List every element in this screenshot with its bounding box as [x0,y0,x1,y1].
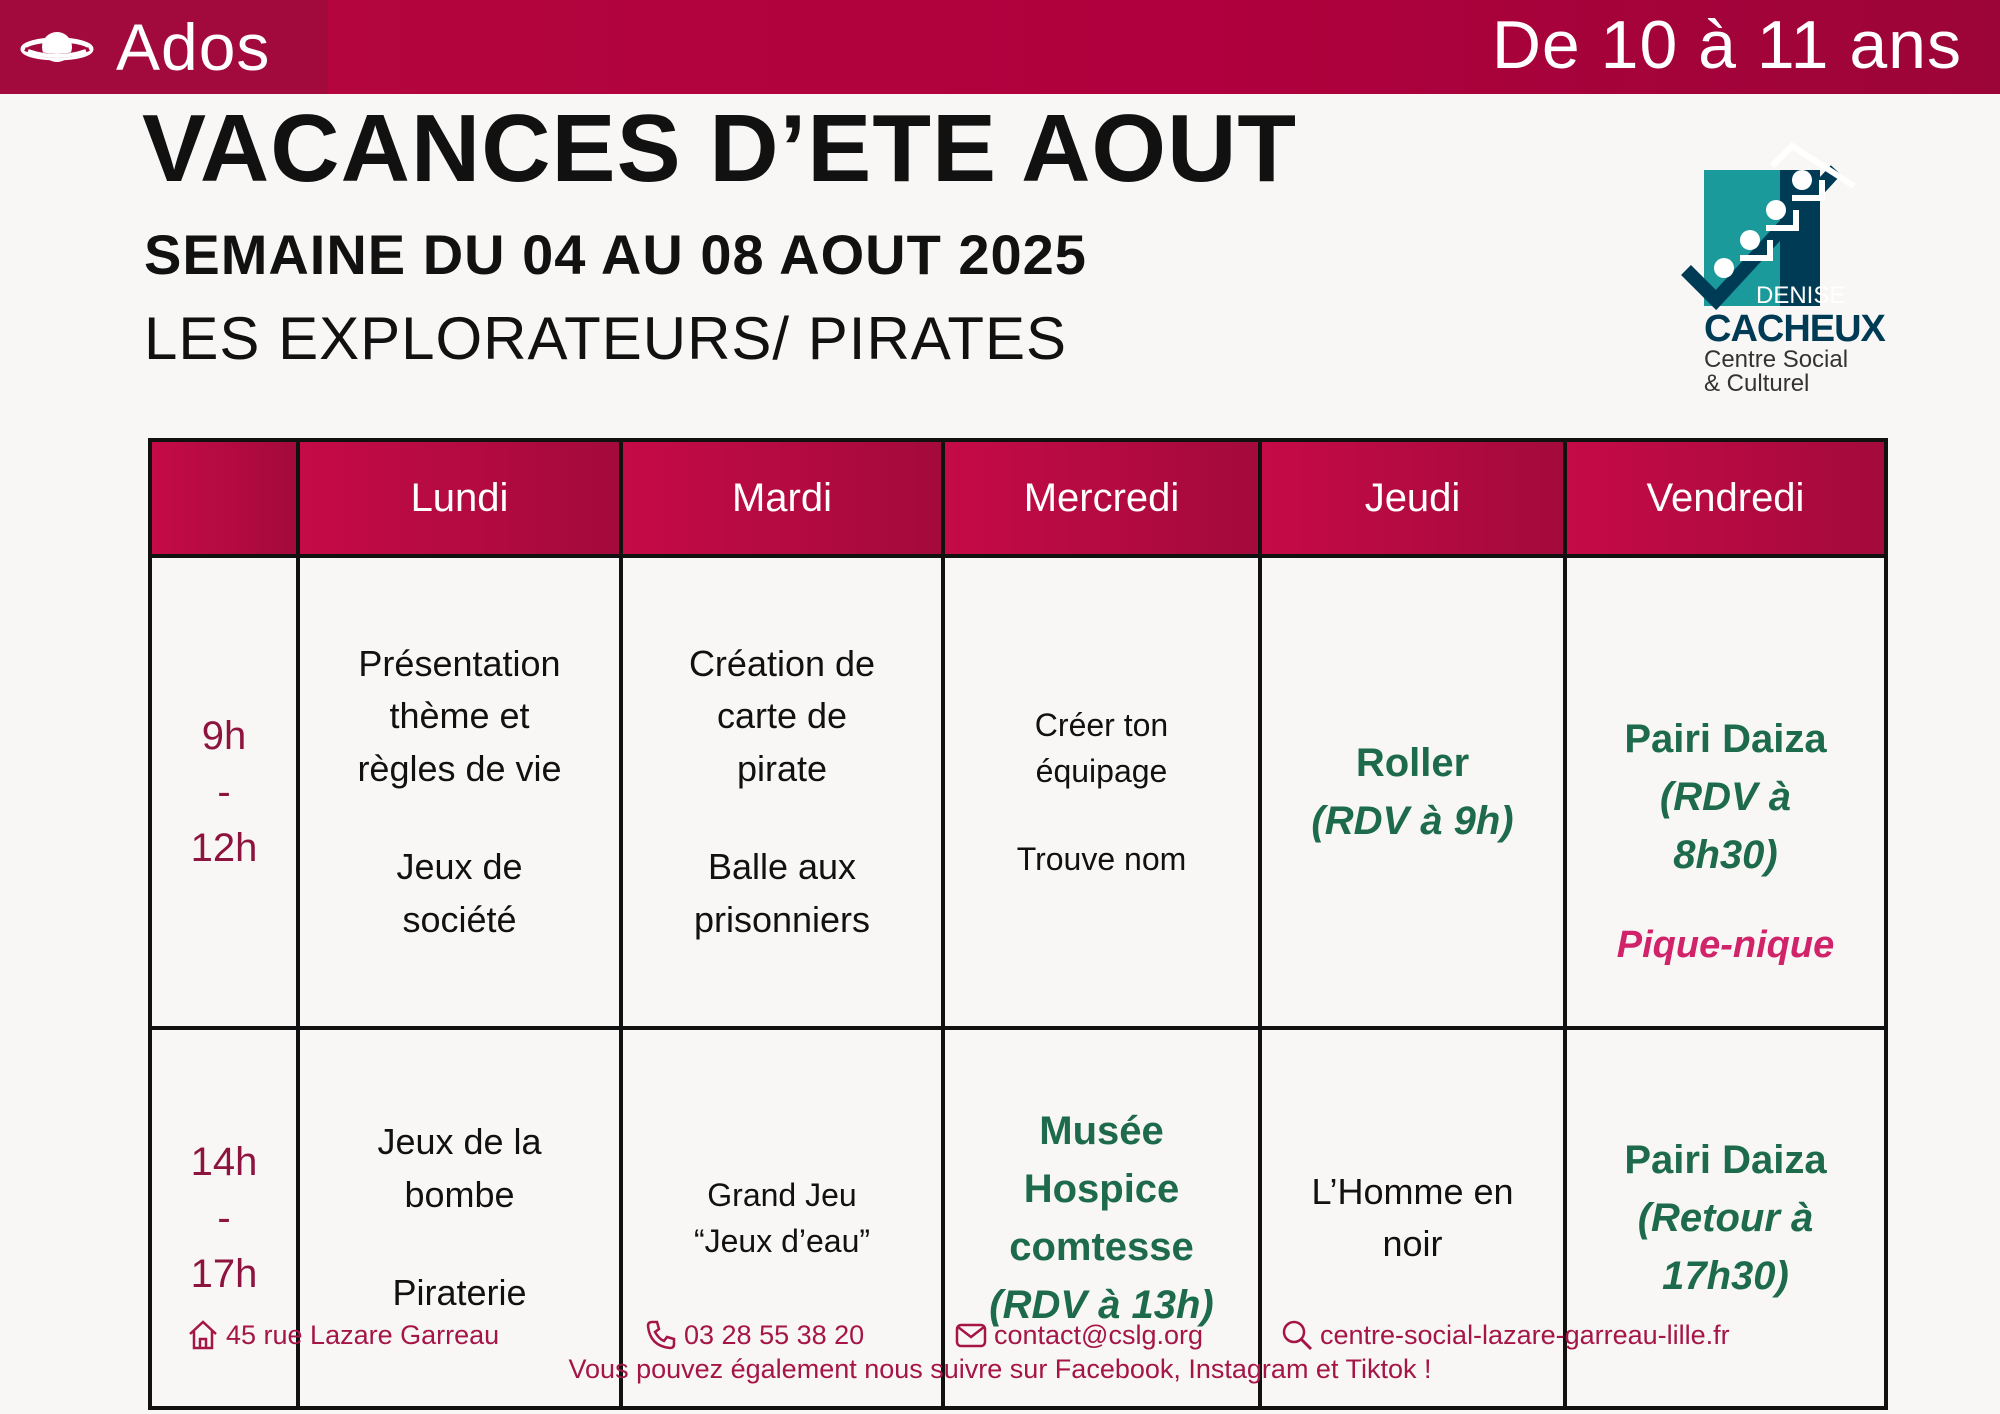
morning-vendredi: Pairi Daiza (RDV à 8h30) Pique-nique [1565,556,1886,1028]
schedule-table [148,438,1888,1410]
footer-email[interactable]: contact@cslg.org [954,1318,1203,1352]
afternoon-time: 14h - 17h [150,1028,298,1408]
day-header-mardi: Mardi [621,440,943,556]
centre-logo [1672,140,1885,400]
morning-jeudi: Roller (RDV à 9h) [1260,556,1565,1028]
logo-text-denise: DENISE [1756,282,1846,309]
week-title: SEMAINE DU 04 AU 08 AOUT 2025 [144,223,1087,286]
logo-text-cacheux: CACHEUX [1704,308,1885,350]
day-header-lundi: Lundi [298,440,621,556]
afternoon-lundi: Jeux de la bombe Piraterie [298,1028,621,1408]
morning-row [150,556,1886,1028]
search-icon [1280,1318,1314,1352]
page-title: VACANCES D’ETE AOUT [142,95,1298,202]
home-icon [186,1318,220,1352]
afternoon-mardi: Grand Jeu “Jeux d’eau” [621,1028,943,1408]
morning-time: 9h - 12h [150,556,298,1028]
footer-phone[interactable]: 03 28 55 38 20 [644,1318,864,1352]
afternoon-jeudi: L’Homme en noir [1260,1028,1565,1408]
ados-tab [0,0,328,94]
age-range: De 10 à 11 ans [1491,7,1962,83]
afternoon-vendredi: Pairi Daiza (Retour à 17h30) [1565,1028,1886,1408]
afternoon-mercredi: Musée Hospice comtesse (RDV à 13h) [943,1028,1260,1408]
ados-label: Ados [116,10,271,84]
day-header-jeudi: Jeudi [1260,440,1565,556]
phone-icon [644,1318,678,1352]
picnic-label: Pique-nique [1616,924,1835,967]
logo-text-culturel: & Culturel [1704,370,1810,397]
footer-website[interactable]: centre-social-lazare-garreau-lille.fr [1280,1318,1730,1352]
day-header-vendredi: Vendredi [1565,440,1886,556]
theme-title: LES EXPLORATEURS/ PIRATES [144,305,1068,372]
logo-text-centre: Centre Social [1704,346,1849,373]
planet-icon [20,27,94,67]
header-row [150,440,1886,556]
morning-mercredi: Créer ton équipage Trouve nom [943,556,1260,1028]
footer-contacts [0,1318,2000,1358]
morning-lundi: Présentation thème et règles de vie Jeux de société [298,556,621,1028]
footer-address: 45 rue Lazare Garreau [186,1318,499,1352]
mail-icon [954,1318,988,1352]
day-header-mercredi: Mercredi [943,440,1260,556]
corner-cell [150,440,298,556]
morning-mardi: Création de carte de pirate Balle aux prisonniers [621,556,943,1028]
follow-note: Vous pouvez également nous suivre sur Facebook, Instagram et Tiktok ! [568,1354,1432,1384]
